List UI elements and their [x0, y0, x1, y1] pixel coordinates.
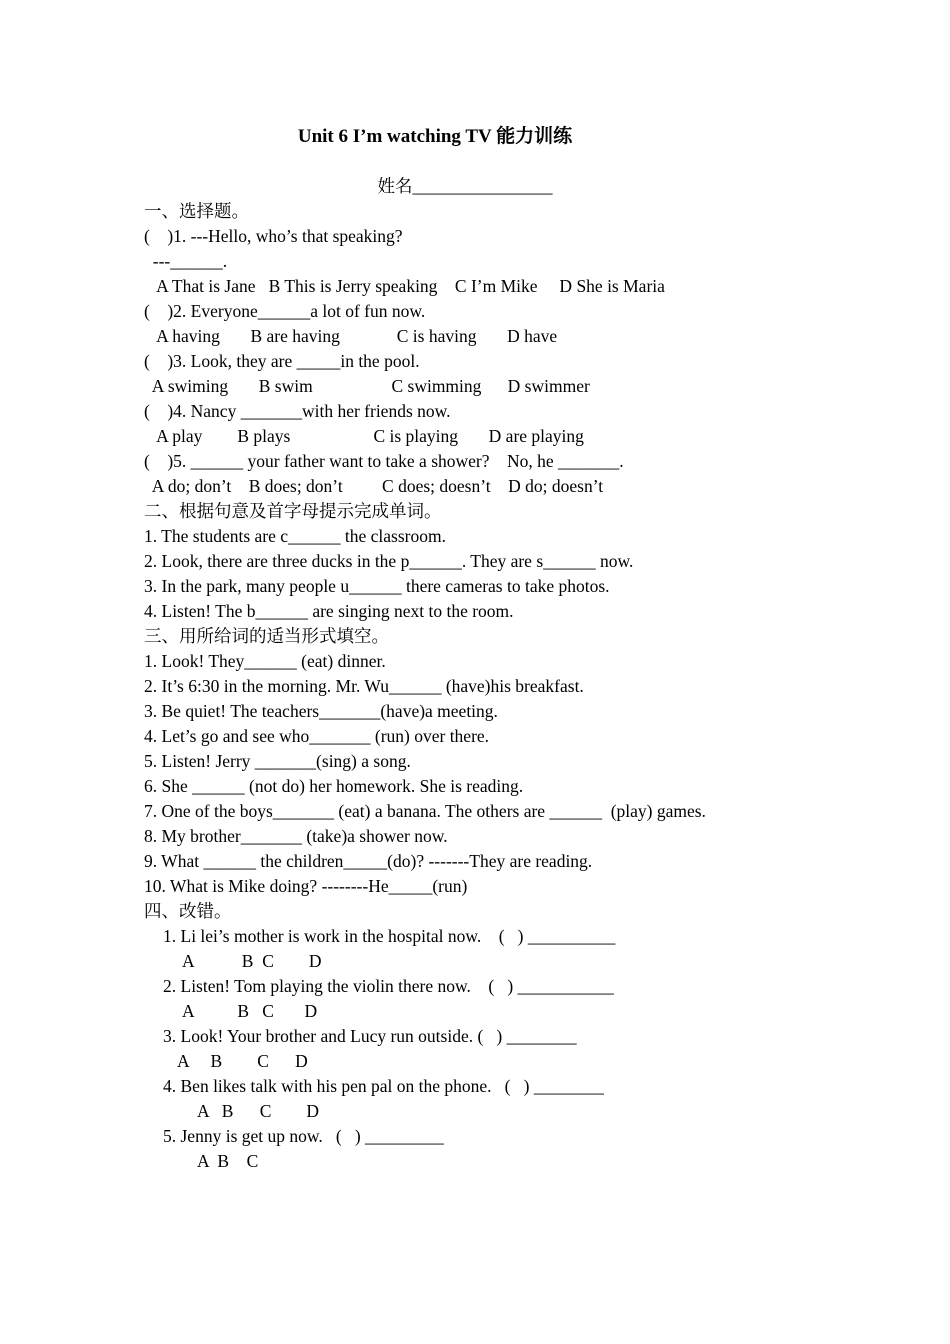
- correction-letters: A B C D: [177, 1051, 308, 1071]
- correction-sentence: 2. Listen! Tom playing the violin there now. ( ) ___________: [163, 976, 614, 996]
- section2-item: 4. Listen! The b______ are singing next to the room.: [144, 601, 514, 621]
- section2-item: 1. The students are c______ the classroom.: [144, 526, 446, 546]
- section3-item: 2. It’s 6:30 in the morning. Mr. Wu______ (have)his breakfast.: [144, 676, 584, 696]
- correction-sentence: 1. Li lei’s mother is work in the hospital now. ( ) __________: [163, 926, 616, 946]
- q4-options: A play B plays C is playing D are playing: [144, 426, 584, 446]
- section3-item: 4. Let’s go and see who_______ (run) over there.: [144, 726, 490, 746]
- q1-question: ( )1. ---Hello, who’s that speaking?: [144, 226, 403, 246]
- section3-item: 3. Be quiet! The teachers_______(have)a meeting.: [144, 701, 498, 721]
- section3-item: 9. What ______ the children_____(do)? -------They are reading.: [144, 851, 593, 871]
- q3-options: A swiming B swim C swimming D swimmer: [144, 376, 590, 396]
- section2-item: 2. Look, there are three ducks in the p______. They are s______ now.: [144, 551, 634, 571]
- correction-letters: A B C D: [197, 1101, 320, 1121]
- section2-item: 3. In the park, many people u______ there cameras to take photos.: [144, 576, 610, 596]
- section3-item: 1. Look! They______ (eat) dinner.: [144, 651, 386, 671]
- section4-heading: 四、改错。: [144, 901, 232, 921]
- q2-options: A having B are having C is having D have: [144, 326, 558, 346]
- section3-item: 7. One of the boys_______ (eat) a banana. The others are ______ (play) games.: [144, 801, 706, 821]
- section1-heading: 一、选择题。: [144, 201, 249, 221]
- section2-heading: 二、根据句意及首字母提示完成单词。: [144, 501, 442, 521]
- correction-letters: A B C D: [182, 951, 322, 971]
- correction-sentence: 3. Look! Your brother and Lucy run outside. ( ) ________: [163, 1026, 577, 1046]
- correction-letters: A B C D: [182, 1001, 318, 1021]
- q5-question: ( )5. ______ your father want to take a shower? No, he _______.: [144, 451, 624, 471]
- q1-answer-blank: ---______.: [144, 251, 228, 271]
- section3-item: 8. My brother_______ (take)a shower now.: [144, 826, 448, 846]
- q3-question: ( )3. Look, they are _____in the pool.: [144, 351, 420, 371]
- section3-item: 10. What is Mike doing? --------He_____(run): [144, 876, 468, 896]
- correction-sentence: 5. Jenny is get up now. ( ) _________: [163, 1126, 444, 1146]
- q4-question: ( )4. Nancy _______with her friends now.: [144, 401, 451, 421]
- section3-item: 5. Listen! Jerry _______(sing) a song.: [144, 751, 411, 771]
- correction-sentence: 4. Ben likes talk with his pen pal on the phone. ( ) ________: [163, 1076, 604, 1096]
- q1-options: A That is Jane B This is Jerry speaking C I’m Mike D She is Maria: [144, 276, 665, 296]
- q2-question: ( )2. Everyone______a lot of fun now.: [144, 301, 426, 321]
- section3-item: 6. She ______ (not do) her homework. She is reading.: [144, 776, 524, 796]
- q5-options: A do; don’t B does; don’t C does; doesn’t D do; doesn’t: [144, 476, 604, 496]
- section3-heading: 三、用所给词的适当形式填空。: [144, 626, 389, 646]
- worksheet-title: Unit 6 I’m watching TV 能力训练: [297, 126, 573, 147]
- student-name-line: 姓名________________: [377, 176, 553, 196]
- correction-letters: A B C: [197, 1151, 259, 1171]
